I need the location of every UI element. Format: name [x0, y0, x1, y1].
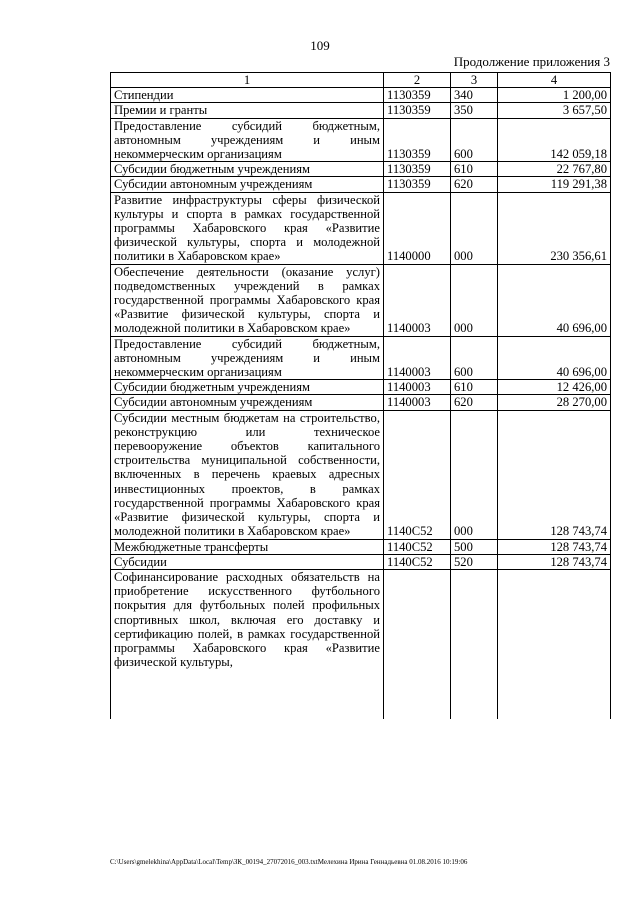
row-name: Субсидии автономным учреждениям: [111, 177, 384, 192]
continuation-label: Продолжение приложения 3: [453, 54, 610, 69]
row-amount: 128 743,74: [498, 539, 611, 554]
table-row: [111, 118, 611, 162]
row-code: 1130359: [384, 162, 451, 177]
header-col-1: 1: [111, 73, 384, 88]
row-amount: 12 426,00: [498, 380, 611, 395]
row-name: Субсидии: [111, 554, 384, 569]
row-code: 1140000: [384, 192, 451, 264]
row-type: 000: [451, 264, 498, 336]
row-type: 340: [451, 88, 498, 103]
row-code: [384, 569, 451, 719]
row-name: Межбюджетные трансферты: [111, 539, 384, 554]
table-row: [111, 569, 611, 719]
budget-table-body: [111, 73, 611, 720]
row-code: 1130359: [384, 103, 451, 118]
row-name: Софинансирование расходных обязательств на приобретение искусственного футбольного покрытия для футбольных полей профильных спортивных школ, включая его доставку и сертификацию полей, в рамках государственной программы Хабаровского края «Развитие физической культуры,: [111, 569, 384, 719]
row-amount: 128 743,74: [498, 554, 611, 569]
table-row: [111, 88, 611, 103]
header-row: [111, 73, 611, 88]
row-code: 1140003: [384, 395, 451, 410]
page-number: 109: [310, 38, 330, 53]
row-type: 000: [451, 410, 498, 539]
row-type: 520: [451, 554, 498, 569]
table-row: [111, 380, 611, 395]
row-code: 1130359: [384, 118, 451, 162]
row-type: 610: [451, 380, 498, 395]
row-code: 1140С52: [384, 410, 451, 539]
table-row: [111, 264, 611, 336]
row-type: 000: [451, 192, 498, 264]
row-code: 1140003: [384, 336, 451, 380]
row-type: 600: [451, 336, 498, 380]
row-type: 620: [451, 395, 498, 410]
row-amount: 230 356,61: [498, 192, 611, 264]
header-col-3: 3: [451, 73, 498, 88]
row-amount: 1 200,00: [498, 88, 611, 103]
row-code: 1130359: [384, 177, 451, 192]
table-row: [111, 410, 611, 539]
row-type: [451, 569, 498, 719]
row-name: Субсидии бюджетным учреждениям: [111, 380, 384, 395]
row-code: 1140С52: [384, 554, 451, 569]
table-row: [111, 162, 611, 177]
row-name: Предоставление субсидий бюджетным, автономным учреждениям и иным некоммерческим организациям: [111, 336, 384, 380]
table-row: [111, 395, 611, 410]
budget-table: [110, 72, 611, 719]
row-amount: [498, 569, 611, 719]
row-amount: 22 767,80: [498, 162, 611, 177]
row-type: 350: [451, 103, 498, 118]
row-code: 1130359: [384, 88, 451, 103]
table-row: [111, 554, 611, 569]
row-type: 600: [451, 118, 498, 162]
row-amount: 40 696,00: [498, 264, 611, 336]
row-code: 1140003: [384, 380, 451, 395]
row-name: Субсидии автономным учреждениям: [111, 395, 384, 410]
row-name: Субсидии местным бюджетам на строительство, реконструкцию или техническое перевооружение объектов капитального строительства муниципальной собственности, включенных в перечень краевых адресных инвестиционных проектов, в рамках государственной программы Хабаровского края «Развитие физической культуры, спорта и молодежной политики в Хабаровском крае»: [111, 410, 384, 539]
table-row: [111, 336, 611, 380]
row-name: Развитие инфраструктуры сферы физической культуры и спорта в рамках государственной программы Хабаровского края «Развитие физической культуры, спорта и молодежной политики в Хабаровском крае»: [111, 192, 384, 264]
row-amount: 128 743,74: [498, 410, 611, 539]
row-amount: 119 291,38: [498, 177, 611, 192]
row-amount: 28 270,00: [498, 395, 611, 410]
table-row: [111, 539, 611, 554]
row-name: Субсидии бюджетным учреждениям: [111, 162, 384, 177]
table-row: [111, 103, 611, 118]
table-row: [111, 192, 611, 264]
table-row: [111, 177, 611, 192]
row-name: Обеспечение деятельности (оказание услуг) подведомственных учреждений в рамках государственной программы Хабаровского края «Развитие физической культуры, спорта и молодежной политики в Хабаровском крае»: [111, 264, 384, 336]
row-type: 610: [451, 162, 498, 177]
row-code: 1140003: [384, 264, 451, 336]
row-amount: 3 657,50: [498, 103, 611, 118]
row-amount: 142 059,18: [498, 118, 611, 162]
row-name: Премии и гранты: [111, 103, 384, 118]
row-type: 500: [451, 539, 498, 554]
row-amount: 40 696,00: [498, 336, 611, 380]
header-col-2: 2: [384, 73, 451, 88]
footer-file-path: C:\Users\gmelekhina\AppData\Local\Temp\ЗК_00194_27072016_003.txtМелехина Ирина Геннадьевна 01.08.2016 10:19:06: [110, 858, 468, 866]
row-name: Предоставление субсидий бюджетным, автономным учреждениям и иным некоммерческим организациям: [111, 118, 384, 162]
row-name: Стипендии: [111, 88, 384, 103]
row-type: 620: [451, 177, 498, 192]
row-code: 1140С52: [384, 539, 451, 554]
header-col-4: 4: [498, 73, 611, 88]
